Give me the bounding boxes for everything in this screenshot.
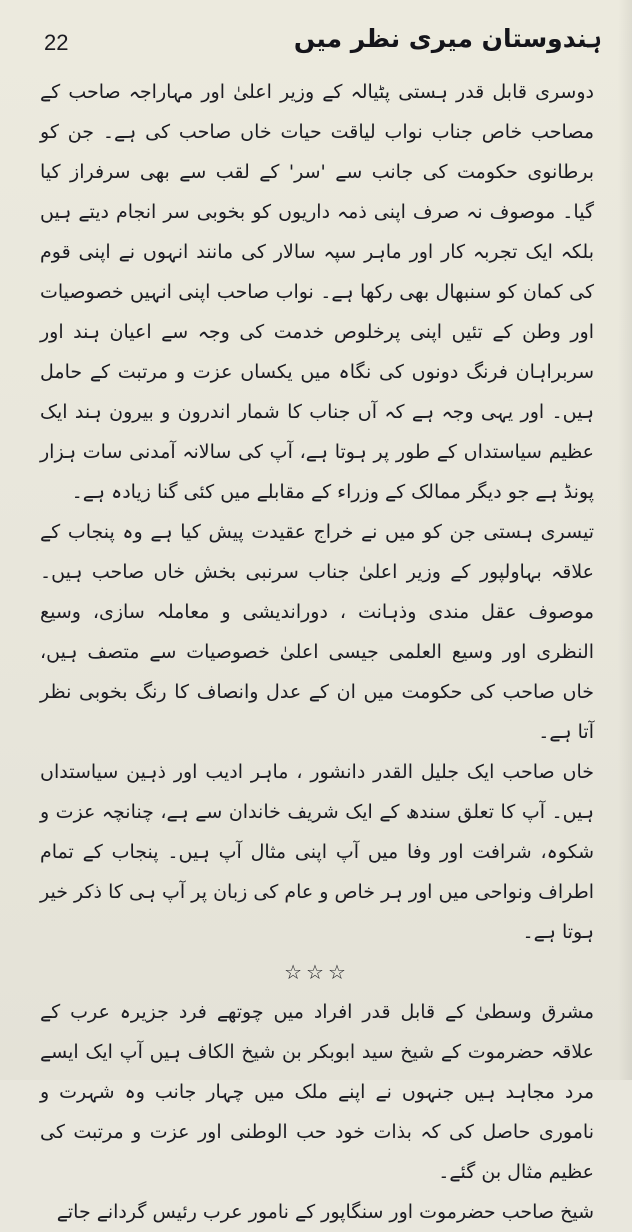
page-fold-shadow	[618, 0, 632, 1080]
paragraph-hadhramaut: مشرق وسطیٰ کے قابل قدر افراد میں چوتھے فرد جزیرہ عرب کے علاقہ حضرموت کے شیخ سید ابوبکر بن شیخ الکاف ہیں آپ ایک ایسے مرد مجاہد ہیں جنہوں نے اپنے ملک میں چہار جانب وہ شہرت و ناموری حاصل کی کہ بذات خود حب الوطنی اور عزت و مرتبت کی عظیم مثال بن گئے۔	[40, 1001, 594, 1183]
paragraph-khan-sahib: خاں صاحب ایک جلیل القدر دانشور ، ماہر ادیب اور ذہین سیاستداں ہیں۔ آپ کا تعلق سندھ کے ایک شریف خاندان سے ہے، چنانچہ عزت و شکوہ، شرافت اور وفا میں آپ اپنی مثال آپ ہیں۔ پنجاب کے تمام اطراف ونواحی میں اور ہر خاص و عام کی زبان پر آپ ہی کا ذکر خیر ہوتا ہے۔	[40, 761, 594, 943]
paragraph-continuation: شیخ صاحب حضرموت اور سنگاپور کے نامور عرب رئیس گردانے جاتے	[56, 1201, 594, 1223]
paragraph-pm-patiala: دوسری قابل قدر ہستی پٹیالہ کے وزیر اعلیٰ اور مہاراجہ صاحب کے مصاحب خاص جناب نواب لیاقت حیات خاں صاحب کی ہے۔ جن کو برطانوی حکومت کی جانب سے 'سر' کے لقب سے بھی سرفراز کیا گیا۔ موصوف نہ صرف اپنی ذمہ داریوں کو بخوبی سر انجام دیتے ہیں بلکہ ایک تجربہ کار اور ماہر سپہ سالار کی مانند انہوں نے اپنی قوم کی کمان کو سنبھال بھی رکھا ہے۔ نواب صاحب اپنی انہیں خصوصیات اور وطن کے تئیں اپنی پرخلوص خدمت کی وجہ سے اعیان ہند اور سربراہان فرنگ دونوں کی نگاہ میں یکساں عزت و مرتبت کے حامل ہیں۔ اور یہی وجہ ہے کہ آں جناب کا شمار اندرون و بیرون ہند ایک عظیم سیاستداں کے طور پر ہوتا ہے، آپ کی سالانہ آمدنی سات ہزار پونڈ ہے جو دیگر ممالک کے وزراء کے مقابلے میں کئی گنا زیادہ ہے۔	[40, 81, 594, 503]
paragraph-pm-bahawalpur: تیسری ہستی جن کو میں نے خراج عقیدت پیش کیا ہے وہ پنجاب کے علاقہ بہاولپور کے وزیر اعلیٰ جناب سرنبی بخش خاں صاحب ہیں۔ موصوف عقل مندی وذہانت ، دوراندیشی و معاملہ سازی، وسیع النظری اور وسیع العلمی جیسی اعلیٰ خصوصیات سے متصف ہیں، خاں صاحب کی حکومت میں ان کے عدل وانصاف کا رنگ بخوبی نظر آتا ہے۔	[40, 521, 594, 743]
body-text	[40, 72, 594, 1232]
page-header	[26, 24, 602, 64]
page-number: 22	[44, 30, 69, 55]
running-title: ہندوستان میری نظر میں	[293, 24, 602, 53]
section-divider-stars: ☆☆☆	[284, 960, 350, 984]
